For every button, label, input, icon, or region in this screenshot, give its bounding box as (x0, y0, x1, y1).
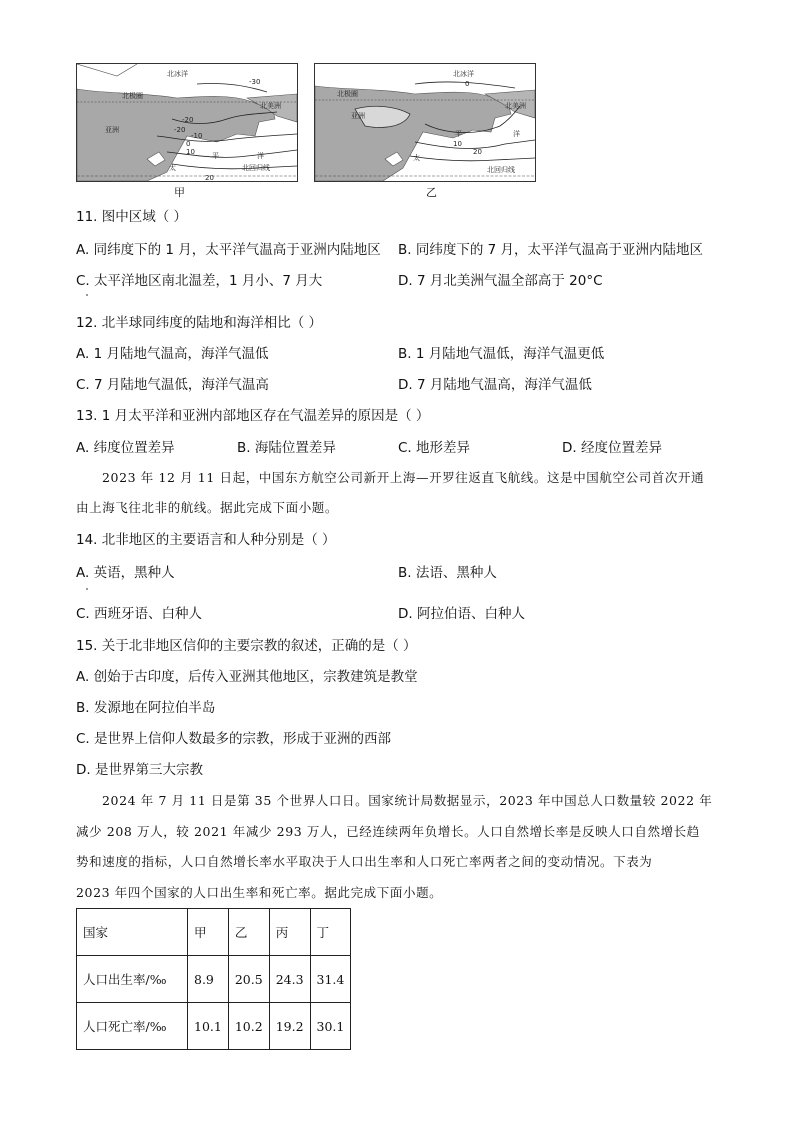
question-15-option-a: A. 创始于古印度，后传入亚洲其他地区，宗教建筑是教堂 (76, 669, 418, 685)
question-11-option-c: C. 太平洋地区南北温差，1 月小、7 月大 (76, 273, 323, 289)
birth-death-rate-table (76, 908, 351, 1050)
mark-dot (86, 588, 88, 590)
question-11-option-b: B. 同纬度下的 7 月，太平洋气温高于亚洲内陆地区 (398, 242, 704, 258)
question-15-option-c: C. 是世界上信仰人数最多的宗教，形成于亚洲的西部 (76, 731, 392, 747)
passage-2-line-4: 2023 年四个国家的人口出生率和死亡率。据此完成下面小题。 (76, 885, 443, 900)
question-14-option-c: C. 西班牙语、白种人 (76, 606, 203, 622)
label-pacific-tai: 太 (413, 154, 420, 162)
label-arctic-circle: 北极圈 (122, 92, 143, 100)
question-12-option-a: A. 1 月陆地气温高，海洋气温低 (76, 346, 269, 362)
question-11-option-d: D. 7 月北美洲气温全部高于 20°C (398, 273, 603, 289)
question-13-option-d: D. 经度位置差异 (562, 440, 662, 456)
table-cell: 人口死亡率/‰ (77, 1003, 188, 1050)
isotherm-label: -20 (174, 126, 186, 134)
table-cell: 20.5 (228, 956, 269, 1003)
question-13-stem: 13. 1 月太平洋和亚洲内部地区存在气温差异的原因是（ ） (76, 408, 430, 424)
table-cell: 10.1 (188, 1003, 229, 1050)
isotherm-label: 10 (186, 148, 195, 156)
isotherm-label: 20 (473, 148, 482, 156)
question-15-option-d: D. 是世界第三大宗教 (76, 762, 203, 778)
map-left-caption: 甲 (174, 186, 185, 199)
question-13-option-a: A. 纬度位置差异 (76, 440, 175, 456)
passage-1-line-2: 由上海飞往北非的航线。据此完成下面小题。 (76, 500, 339, 515)
label-pacific-yang: 洋 (513, 130, 520, 138)
table-header-cell: 甲 (188, 909, 229, 956)
passage-2-line-1: 2024 年 7 月 11 日是第 35 个世界人口日。国家统计局数据显示，2023 年中国总人口数量较 2022 年 (102, 793, 713, 808)
question-12-option-b: B. 1 月陆地气温低，海洋气温更低 (398, 346, 605, 362)
table-header-cell: 国家 (77, 909, 188, 956)
label-pacific-yang: 洋 (257, 152, 264, 160)
table-cell: 24.3 (269, 956, 310, 1003)
table-cell: 19.2 (269, 1003, 310, 1050)
table-row (77, 1003, 351, 1050)
table-header-cell: 丙 (269, 909, 310, 956)
label-tropic-of-cancer: 北回归线 (242, 164, 270, 172)
isotherm-label: -20 (182, 116, 194, 124)
table-header-cell: 乙 (228, 909, 269, 956)
question-12-option-c: C. 7 月陆地气温低，海洋气温高 (76, 377, 269, 393)
label-pacific-ping: 平 (212, 152, 219, 160)
map-january-isotherms (76, 63, 298, 182)
label-tropic-of-cancer: 北回归线 (487, 166, 515, 174)
label-north-america: 北美洲 (260, 102, 281, 110)
label-arctic-ocean: 北冰洋 (167, 70, 188, 78)
question-14-option-b: B. 法语、黑种人 (398, 565, 497, 581)
table-cell: 人口出生率/‰ (77, 956, 188, 1003)
label-asia: 亚洲 (105, 126, 119, 134)
isotherm-label: -10 (191, 132, 203, 140)
label-pacific-ping: 平 (455, 130, 462, 138)
label-pacific-tai: 太 (169, 164, 176, 172)
question-14-stem: 14. 北非地区的主要语言和人种分别是（ ） (76, 532, 336, 548)
map-right-caption: 乙 (426, 186, 437, 199)
passage-2-line-2: 减少 208 万人，较 2021 年减少 293 万人，已经连续两年负增长。人口自然增长率是反映人口自然增长趋 (76, 824, 700, 839)
table-row (77, 956, 351, 1003)
question-11-option-a: A. 同纬度下的 1 月，太平洋气温高于亚洲内陆地区 (76, 242, 381, 258)
passage-1-line-1: 2023 年 12 月 11 日起，中国东方航空公司新开上海—开罗往返直飞航线。这是中国航空公司首次开通 (102, 470, 705, 485)
map-july-isotherms (314, 63, 536, 182)
isotherm-label: 0 (186, 140, 191, 148)
table-cell: 31.4 (310, 956, 351, 1003)
mark-dot (86, 294, 88, 296)
question-15-option-b: B. 发源地在阿拉伯半岛 (76, 700, 216, 716)
question-15-stem: 15. 关于北非地区信仰的主要宗教的叙述，正确的是（ ） (76, 638, 417, 654)
table-header-cell: 丁 (310, 909, 351, 956)
label-north-america: 北美洲 (505, 102, 526, 110)
isotherm-label: 10 (453, 140, 462, 148)
label-arctic-circle: 北极圈 (337, 90, 358, 98)
question-13-option-b: B. 海陆位置差异 (237, 440, 336, 456)
question-13-option-c: C. 地形差异 (398, 440, 471, 456)
table-header-row (77, 909, 351, 956)
isotherm-label: 20 (205, 174, 214, 181)
question-14-option-a: A. 英语，黑种人 (76, 565, 175, 581)
table-cell: 8.9 (188, 956, 229, 1003)
table-cell: 10.2 (228, 1003, 269, 1050)
question-11-stem: 11. 图中区域（ ） (76, 209, 188, 225)
isotherm-label: -30 (249, 78, 261, 86)
label-asia: 亚洲 (351, 112, 365, 120)
question-12-stem: 12. 北半球同纬度的陆地和海洋相比（ ） (76, 315, 323, 331)
question-14-option-d: D. 阿拉伯语、白种人 (398, 606, 525, 622)
isotherm-label: 0 (465, 80, 470, 88)
passage-2-line-3: 势和速度的指标，人口自然增长率水平取决于人口出生率和人口死亡率两者之间的变动情况。下表为 (76, 854, 653, 869)
question-12-option-d: D. 7 月陆地气温高，海洋气温低 (398, 377, 592, 393)
label-arctic-ocean: 北冰洋 (453, 70, 474, 78)
table-cell: 30.1 (310, 1003, 351, 1050)
